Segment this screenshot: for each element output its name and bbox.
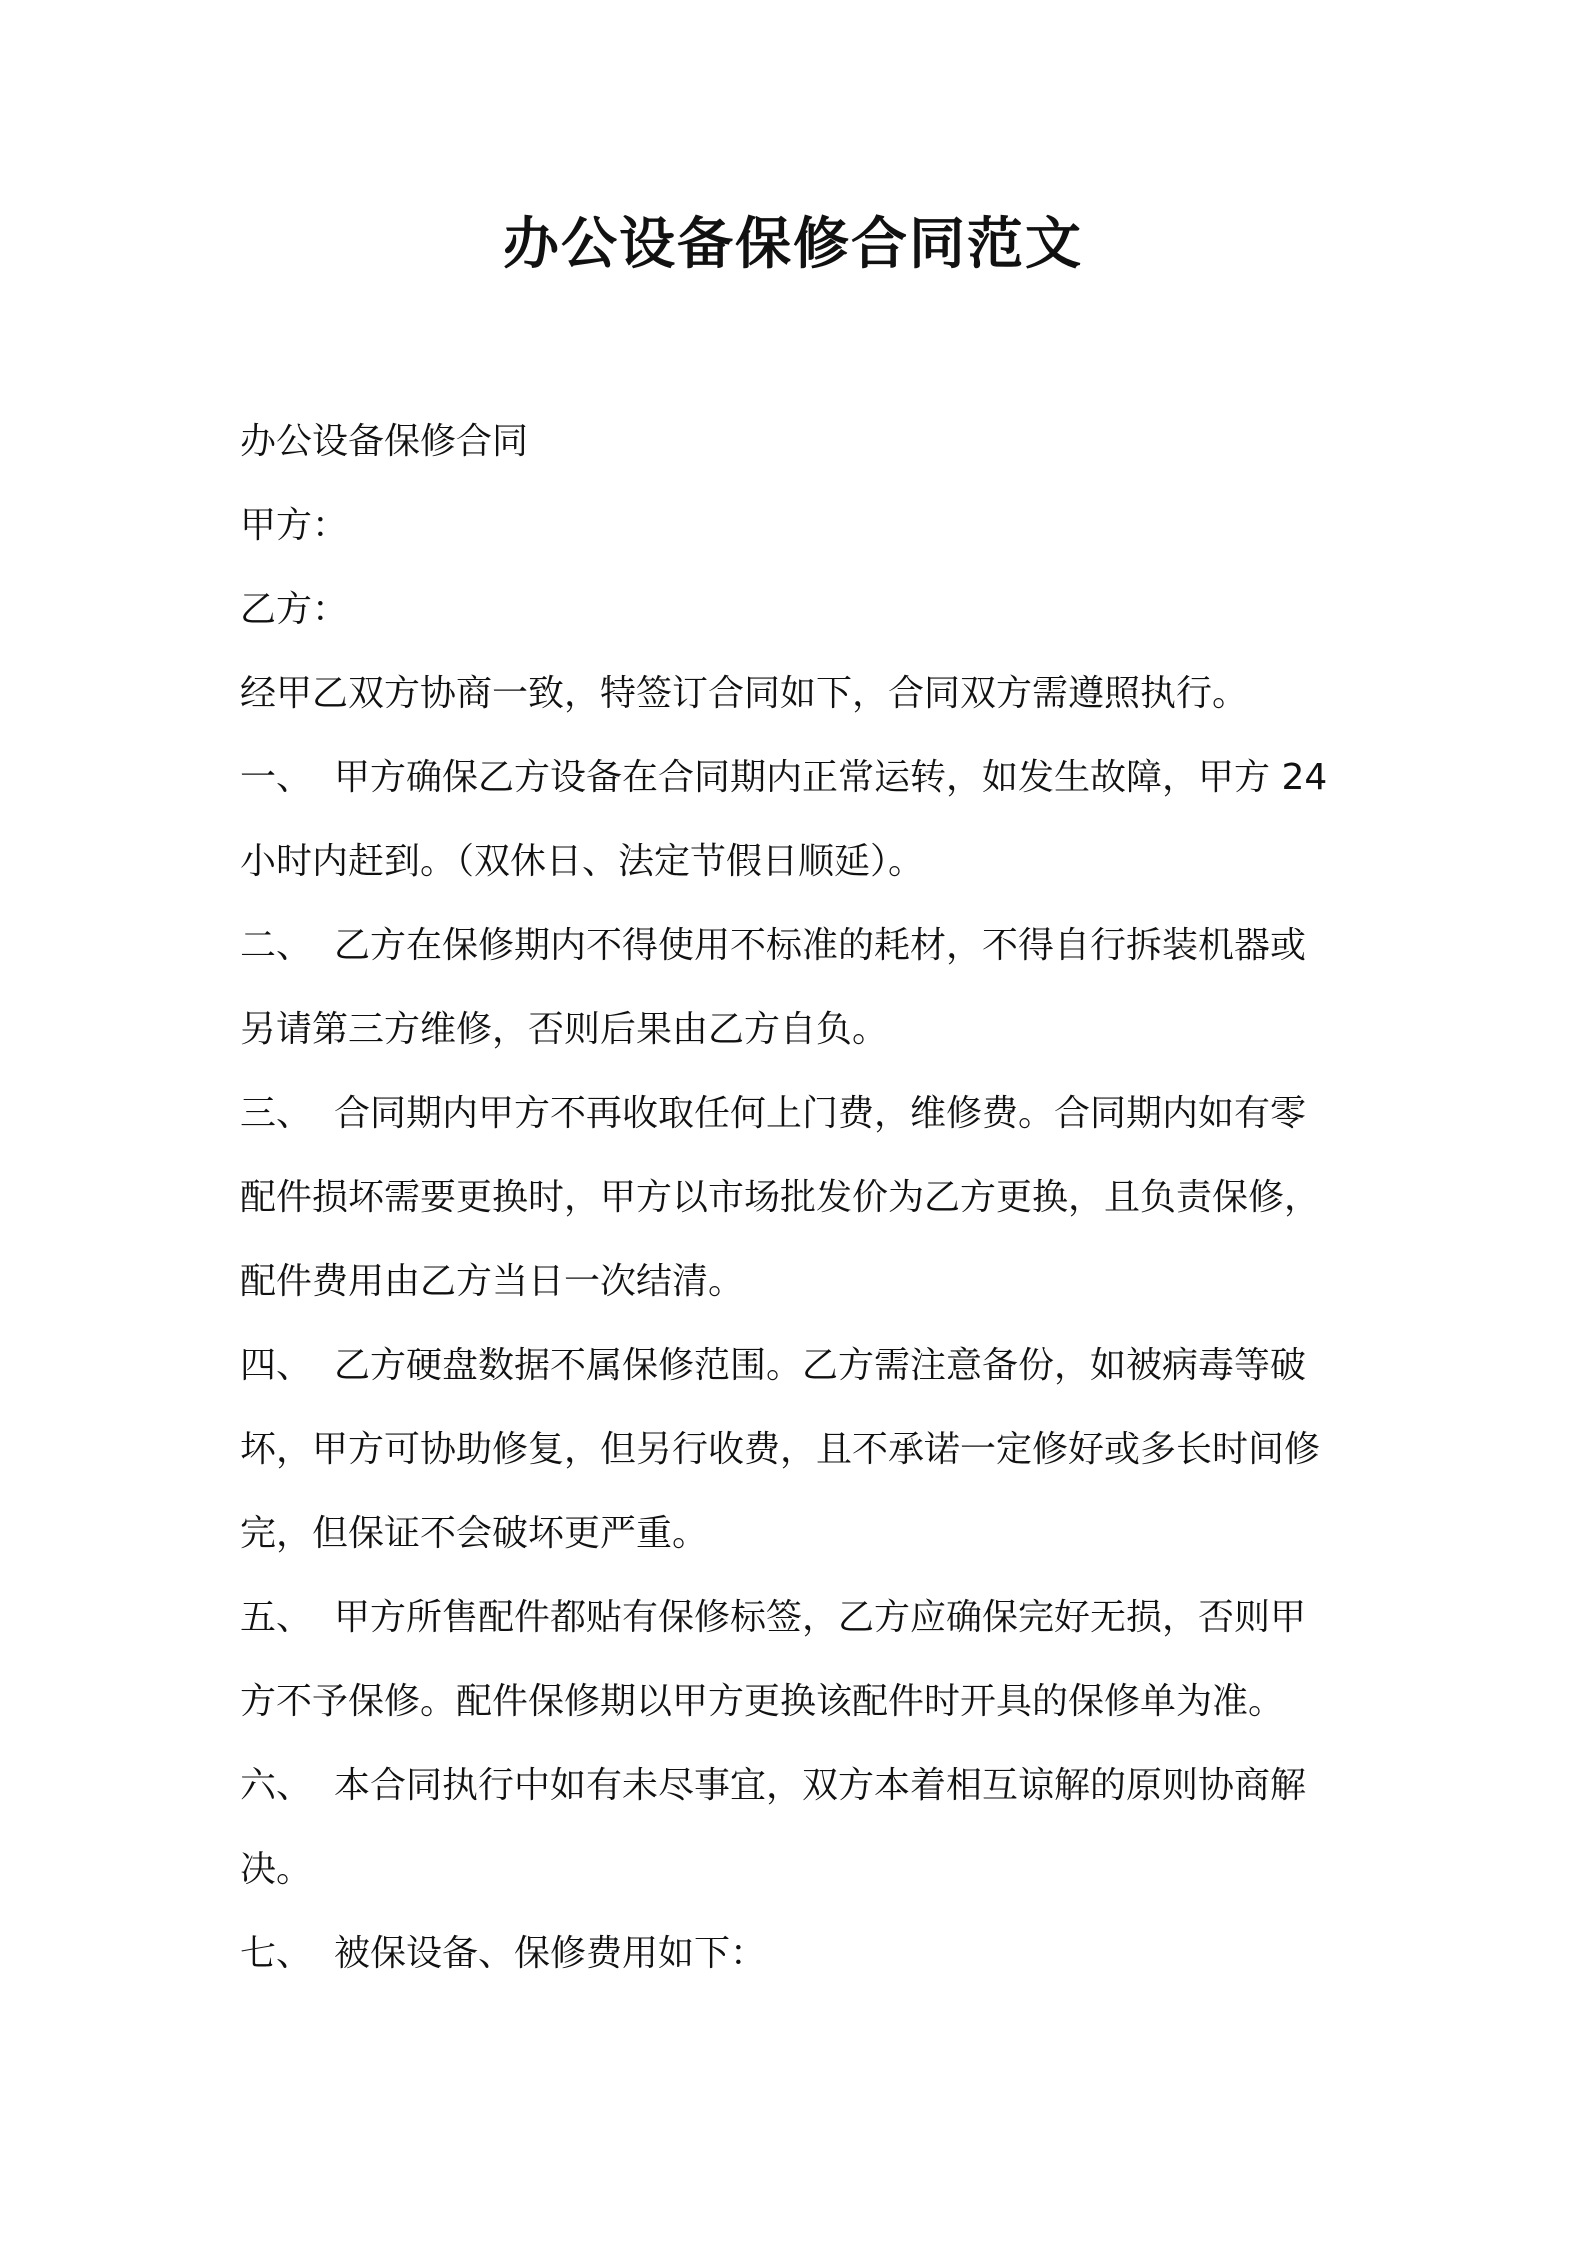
clause-1 bbox=[240, 736, 1370, 904]
clause-text bbox=[240, 1744, 1370, 1912]
clause-line: 决。 bbox=[240, 1849, 313, 1890]
clause-line: 被保设备、保修费用如下： bbox=[334, 1933, 767, 1974]
clause-text bbox=[240, 1324, 1370, 1576]
clause-line: 乙方硬盘数据不属保修范围。乙方需注意备份，如被病毒等破 bbox=[334, 1345, 1307, 1386]
clause-text bbox=[240, 1072, 1370, 1324]
contract-heading: 办公设备保修合同 bbox=[240, 421, 529, 462]
clause-line: 甲方确保乙方设备在合同期内正常运转，如发生故障，甲方 24 bbox=[334, 757, 1328, 798]
clause-line: 方不予保修。配件保修期以甲方更换该配件时开具的保修单为准。 bbox=[240, 1681, 1285, 1722]
clause-line: 坏，甲方可协助修复，但另行收费，且不承诺一定修好或多长时间修 bbox=[240, 1429, 1321, 1470]
clause-line: 合同期内甲方不再收取任何上门费，维修费。合同期内如有零 bbox=[334, 1093, 1307, 1134]
party-b-label: 乙方： bbox=[240, 589, 349, 630]
clause-line: 小时内赶到。（双休日、法定节假日顺延）。 bbox=[240, 841, 925, 882]
document-title: 办公设备保修合同范文 bbox=[503, 212, 1083, 277]
intro-paragraph: 经甲乙双方协商一致，特签订合同如下，合同双方需遵照执行。 bbox=[240, 673, 1249, 714]
clause-number: 三、 bbox=[240, 1093, 313, 1134]
clause-6 bbox=[240, 1744, 1370, 1912]
clause-number: 四、 bbox=[240, 1345, 313, 1386]
clause-2 bbox=[240, 904, 1370, 1072]
clause-line: 配件损坏需要更换时，甲方以市场批发价为乙方更换，且负责保修， bbox=[240, 1177, 1321, 1218]
clause-number: 七、 bbox=[240, 1933, 313, 1974]
clause-3 bbox=[240, 1072, 1370, 1324]
clause-line: 另请第三方维修，否则后果由乙方自负。 bbox=[240, 1009, 889, 1050]
clause-7 bbox=[240, 1912, 1370, 1996]
clause-line: 完，但保证不会破坏更严重。 bbox=[240, 1513, 709, 1554]
clause-number: 五、 bbox=[240, 1597, 313, 1638]
clause-text bbox=[240, 1576, 1370, 1744]
clause-text bbox=[334, 1912, 1370, 1996]
clause-number: 一、 bbox=[240, 757, 313, 798]
clause-line: 配件费用由乙方当日一次结清。 bbox=[240, 1261, 745, 1302]
clause-line: 乙方在保修期内不得使用不标准的耗材，不得自行拆装机器或 bbox=[334, 925, 1307, 966]
clause-line: 甲方所售配件都贴有保修标签，乙方应确保完好无损，否则甲 bbox=[334, 1597, 1307, 1638]
clause-text bbox=[240, 736, 1370, 904]
clause-4 bbox=[240, 1324, 1370, 1576]
clause-number: 二、 bbox=[240, 925, 313, 966]
party-a-label: 甲方： bbox=[240, 505, 349, 546]
clause-number: 六、 bbox=[240, 1765, 313, 1806]
clause-5 bbox=[240, 1576, 1370, 1744]
document-body bbox=[240, 400, 1370, 1996]
clause-text bbox=[240, 904, 1370, 1072]
clause-line: 本合同执行中如有未尽事宜，双方本着相互谅解的原则协商解 bbox=[334, 1765, 1307, 1806]
